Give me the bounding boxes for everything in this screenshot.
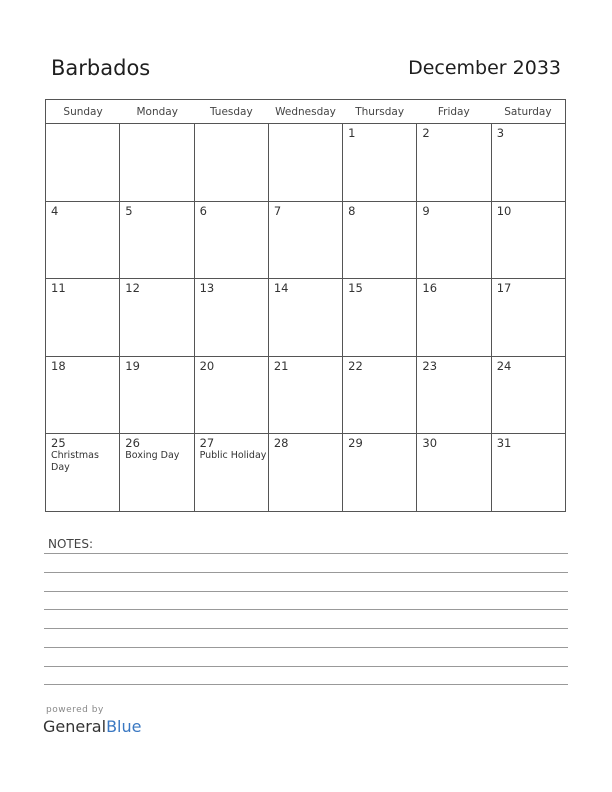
- weekday-header: [46, 100, 565, 124]
- powered-by-text: powered by: [46, 705, 104, 715]
- day-number: 30: [422, 436, 438, 451]
- notes-line: [44, 591, 568, 592]
- day-cell: [46, 279, 120, 356]
- notes-line: [44, 628, 568, 629]
- country-title: Barbados: [51, 56, 151, 80]
- day-cell: [195, 357, 269, 434]
- day-number: 28: [273, 436, 289, 451]
- day-number: 20: [199, 358, 215, 373]
- day-number: 12: [125, 281, 140, 296]
- day-cell: [120, 202, 194, 279]
- day-number: 3: [496, 126, 505, 140]
- day-number: 22: [348, 358, 363, 373]
- weekday-label: Tuesday: [209, 106, 253, 118]
- day-cell: [492, 357, 565, 434]
- day-cell: [195, 279, 269, 356]
- calendar-grid: [45, 99, 566, 512]
- day-number: 11: [51, 281, 66, 296]
- notes-line: [44, 572, 568, 573]
- day-number: 26: [125, 436, 140, 451]
- day-number: 23: [422, 358, 438, 373]
- generalblue-logo: [43, 717, 141, 736]
- day-cell: [120, 434, 194, 512]
- holiday-label: Boxing Day: [125, 450, 180, 462]
- day-cell: [343, 357, 417, 434]
- day-cell: [120, 279, 194, 356]
- weekday-label: Monday: [136, 106, 178, 118]
- day-cell: [492, 202, 565, 279]
- week-row: [46, 279, 565, 357]
- day-cell: [492, 434, 565, 512]
- day-number: 24: [496, 358, 512, 373]
- brand-blue: Blue: [106, 717, 142, 736]
- day-cell: [120, 124, 194, 201]
- weekday-label: Wednesday: [275, 106, 336, 118]
- holiday-label: Public Holiday: [199, 450, 267, 462]
- day-cell: [269, 279, 343, 356]
- day-cell: [343, 124, 417, 201]
- day-number: 18: [51, 358, 66, 373]
- weekday-label: Sunday: [63, 106, 103, 118]
- weekday-label: Thursday: [355, 106, 405, 118]
- day-number: 10: [496, 203, 512, 218]
- day-cell: [46, 434, 120, 512]
- day-number: 19: [125, 358, 140, 373]
- notes-line: [44, 553, 568, 554]
- notes-label: NOTES:: [48, 537, 93, 551]
- day-number: 2: [422, 126, 430, 140]
- day-number: 31: [496, 436, 512, 451]
- day-number: 9: [422, 203, 430, 218]
- day-cell: [492, 124, 565, 201]
- day-cell: [120, 357, 194, 434]
- day-number: 1: [348, 126, 356, 140]
- notes-line: [44, 647, 568, 648]
- day-cell: [417, 434, 491, 512]
- week-row: [46, 434, 565, 512]
- day-cell: [269, 202, 343, 279]
- notes-line: [44, 666, 568, 667]
- day-number: 7: [273, 203, 282, 218]
- day-cell: [195, 202, 269, 279]
- day-number: 21: [273, 358, 289, 373]
- day-number: 16: [422, 281, 438, 296]
- day-cell: [46, 202, 120, 279]
- day-number: 17: [496, 281, 512, 296]
- day-number: 25: [51, 436, 66, 451]
- week-row: [46, 357, 565, 435]
- day-cell: [269, 357, 343, 434]
- day-number: 6: [199, 203, 207, 218]
- week-row: [46, 202, 565, 280]
- week-row: [46, 124, 565, 202]
- day-number: 29: [348, 436, 363, 451]
- day-cell: [417, 279, 491, 356]
- month-year-title: December 2033: [408, 57, 561, 79]
- day-cell: [46, 357, 120, 434]
- day-cell: [195, 434, 269, 512]
- day-cell: [46, 124, 120, 201]
- day-number: 5: [125, 203, 133, 218]
- day-number: 27: [199, 436, 215, 451]
- day-cell: [269, 124, 343, 201]
- day-number: 8: [348, 203, 356, 218]
- day-cell: [343, 202, 417, 279]
- day-cell: [343, 434, 417, 512]
- day-number: 15: [348, 281, 363, 296]
- day-cell: [195, 124, 269, 201]
- holiday-label: Christmas Day: [51, 450, 99, 474]
- notes-line: [44, 684, 568, 685]
- notes-line: [44, 609, 568, 610]
- day-cell: [269, 434, 343, 512]
- day-cell: [343, 279, 417, 356]
- day-cell: [492, 279, 565, 356]
- day-number: 14: [273, 281, 289, 296]
- weekday-label: Friday: [437, 106, 470, 118]
- day-number: 13: [199, 281, 215, 296]
- brand-general: General: [43, 717, 107, 736]
- day-number: 4: [51, 203, 59, 218]
- day-cell: [417, 202, 491, 279]
- day-cell: [417, 124, 491, 201]
- day-cell: [417, 357, 491, 434]
- weekday-label: Saturday: [504, 106, 552, 118]
